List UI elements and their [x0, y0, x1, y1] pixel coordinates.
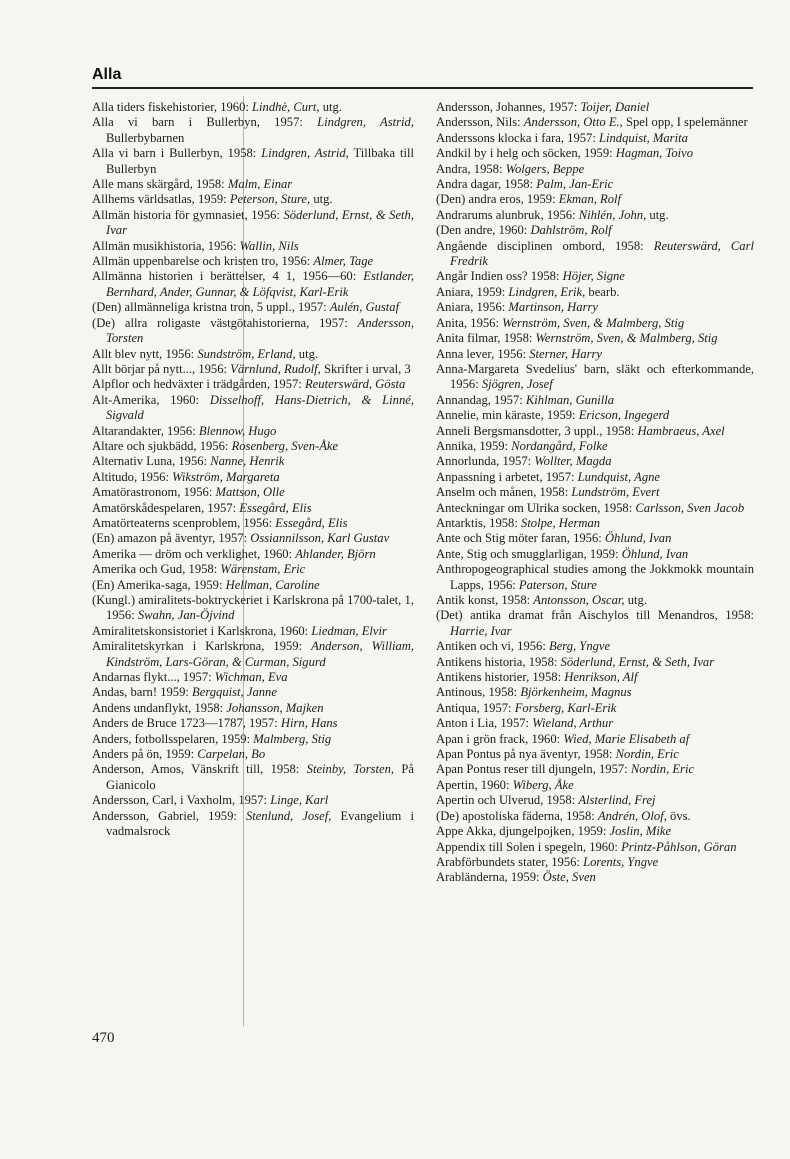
entry-title: (En) amazon på äventyr, 1957: — [92, 531, 248, 546]
entry-author: Blennow, Hugo — [198, 423, 277, 438]
entry-author: Lindhè, Curt, — [252, 100, 320, 114]
entry-author: Wernström, Sven, & Malmberg, Stig — [535, 331, 718, 346]
index-entry — [92, 593, 414, 624]
entry-author: Swahn, Jan-Öjvind — [137, 608, 235, 623]
entry-author: Joslin, Mike — [609, 824, 672, 839]
entry-title: Amatörteaterns scenproblem, 1956: — [92, 515, 273, 530]
entry-title: Anderson, Amos, Vänskrift till, 1958: — [92, 762, 300, 777]
entry-author: Henrikson, Alf — [564, 670, 638, 685]
entry-title: Antikens historier, 1958: — [436, 670, 562, 685]
index-entry — [92, 347, 414, 362]
index-entry — [92, 624, 414, 639]
index-entry — [436, 393, 754, 408]
entry-title: Amerika och Gud, 1958: — [92, 562, 218, 577]
index-entry — [436, 793, 754, 808]
index-entry — [436, 639, 754, 654]
entry-author: Hirn, Hans — [280, 716, 338, 731]
entry-author: Toijer, Daniel — [580, 100, 650, 114]
index-entry — [436, 809, 754, 824]
entry-title: Annorlunda, 1957: — [436, 454, 532, 469]
index-entry — [92, 670, 414, 685]
entry-author: Lindgren, Astrid, — [317, 115, 414, 130]
index-entry — [92, 269, 414, 300]
index-entry — [436, 562, 754, 593]
index-entry — [436, 439, 754, 454]
entry-author: Peterson, Sture, — [229, 192, 311, 207]
index-entry — [436, 408, 754, 423]
entry-author: Paterson, Sture — [518, 577, 597, 592]
entry-author: Nordin, Eric — [615, 747, 679, 762]
index-entry — [436, 177, 754, 192]
entry-title: Andkil by i helg och söcken, 1959: — [436, 146, 613, 161]
index-entry — [436, 223, 754, 238]
entry-author: Berg, Yngve — [549, 639, 611, 654]
entry-author: Antonsson, Oscar, — [533, 593, 625, 607]
entry-title: Amiralitetskonsistoriet i Karlskrona, 1960: — [92, 623, 309, 638]
entry-title: Arabländerna, 1959: — [436, 870, 540, 885]
entry-title: (En) Amerika-saga, 1959: — [92, 577, 223, 592]
entry-author: Martinson, Harry — [508, 300, 598, 315]
entry-author: Sterner, Harry — [529, 346, 602, 361]
entry-title: Alla vi barn i Bullerbyn, 1957: — [92, 115, 303, 130]
index-entry — [92, 100, 414, 115]
entry-title: Amerika — dröm och verklighet, 1960: — [92, 546, 293, 561]
entry-title: (Kungl.) amiralitets-boktryckeriet i Karlskrona på 1700-talet, 1, 1956: — [92, 593, 414, 623]
entry-author: Höjer, Signe — [562, 269, 625, 284]
entry-author: Nordangård, Folke — [511, 438, 608, 453]
entry-author: Carlsson, Sven Jacob — [635, 500, 745, 515]
entry-author: Ericson, Ingegerd — [578, 408, 670, 423]
index-entry — [92, 146, 414, 177]
entry-title: Angår Indien oss? 1958: — [436, 269, 560, 284]
entry-suffix: Bullerbybarnen — [106, 130, 185, 145]
entry-author: Johansson, Majken — [226, 700, 324, 715]
entry-author: Söderlund, Ernst, & Seth, Ivar — [560, 654, 715, 669]
entry-title: (Den andre, 1960: — [436, 223, 528, 238]
index-entry — [436, 424, 754, 439]
entry-author: Malmberg, Stig — [253, 731, 332, 746]
index-entry — [436, 732, 754, 747]
index-entry — [92, 685, 414, 700]
entry-author: Lundquist, Agne — [577, 469, 661, 484]
entry-author: Liedman, Elvir — [311, 623, 387, 638]
index-entry — [92, 809, 414, 840]
entry-author: Anderson, William, Kindström, Lars-Göran, & Curman, Sigurd — [106, 639, 414, 669]
entry-author: Lindgren, Erik, — [508, 284, 586, 299]
index-entry — [92, 578, 414, 593]
entry-title: Anna-Margareta Svedelius' barn, släkt och efterkommande, 1956: — [436, 361, 754, 392]
entry-author: Printz-Påhlson, Göran — [621, 839, 737, 854]
entry-author: Värnlund, Rudolf, — [230, 361, 321, 376]
index-entry — [436, 300, 754, 315]
index-entry — [92, 439, 414, 454]
index-entry — [92, 454, 414, 469]
index-entry — [92, 531, 414, 546]
index-entry — [92, 362, 414, 377]
entry-title: Allmän historia för gymnasiet, 1956: — [92, 207, 280, 222]
entry-author: Lindquist, Marita — [599, 130, 688, 145]
right-column — [436, 100, 754, 886]
entry-author: Almer, Tage — [313, 254, 374, 269]
index-entry — [436, 347, 754, 362]
index-entry — [436, 716, 754, 731]
entry-author: Hambraeus, Axel — [637, 423, 725, 438]
index-entry — [92, 470, 414, 485]
index-entry — [436, 285, 754, 300]
entry-title: Andens undanflykt, 1958: — [92, 700, 224, 715]
entry-title: Amatörskådespelaren, 1957: — [92, 500, 237, 515]
running-header: Alla — [92, 66, 122, 83]
index-entry — [436, 146, 754, 161]
index-entry — [436, 100, 754, 115]
entry-author: Ahlander, Björn — [295, 546, 376, 561]
header-rule — [92, 87, 753, 89]
entry-author: Wärenstam, Eric — [220, 562, 306, 577]
entry-author: Öste, Sven — [542, 870, 596, 885]
entry-title: Apertin, 1960: — [436, 777, 510, 792]
entry-author: Wikström, Margareta — [172, 469, 280, 484]
entry-suffix: övs. — [670, 808, 691, 823]
index-entry — [92, 501, 414, 516]
entry-title: Andra, 1958: — [436, 161, 503, 176]
entry-title: Alpflor och hedväxter i trädgården, 1957: — [92, 377, 302, 392]
index-entry — [436, 470, 754, 485]
index-entry — [436, 208, 754, 223]
index-entry — [92, 639, 414, 670]
index-entry — [92, 732, 414, 747]
entry-author: Aulén, Gustaf — [329, 300, 400, 315]
entry-author: Malm, Einar — [227, 177, 293, 192]
index-entry — [436, 269, 754, 284]
index-entry — [92, 793, 414, 808]
entry-author: Dahlström, Rolf — [530, 223, 612, 238]
index-entry — [92, 254, 414, 269]
entry-title: Allt blev nytt, 1956: — [92, 346, 195, 361]
entry-title: Anteckningar om Ulrika socken, 1958: — [436, 500, 633, 515]
index-entry — [436, 778, 754, 793]
entry-title: Allmän musikhistoria, 1956: — [92, 238, 237, 253]
entry-title: Anders, fotbollsspelaren, 1959: — [92, 731, 251, 746]
entry-title: Ante, Stig och smugglarligan, 1959: — [436, 546, 619, 561]
entry-author: Wied, Marie Elisabeth af — [563, 731, 690, 746]
entry-author: Wolgers, Beppe — [505, 161, 585, 176]
entry-author: Öhlund, Ivan — [621, 546, 689, 561]
index-entry — [436, 608, 754, 639]
entry-suffix: På Gianicolo — [106, 762, 415, 792]
index-entry — [436, 501, 754, 516]
index-entry — [436, 115, 754, 130]
entry-title: (Den) andra eros, 1959: — [436, 192, 556, 207]
entry-title: Annandag, 1957: — [436, 392, 523, 407]
page-number: 470 — [92, 1030, 115, 1046]
entry-title: Allmän uppenbarelse och kristen tro, 1956: — [92, 254, 311, 269]
entry-author: Lindgren, Astrid, — [261, 146, 349, 161]
entry-author: Andrén, Olof, — [597, 808, 667, 823]
entry-title: Anthropogeographical studies among the Jokkmokk mountain Lapps, 1956: — [436, 562, 754, 592]
entry-title: Annelie, min käraste, 1959: — [436, 408, 576, 423]
entry-title: Anderssons klocka i fara, 1957: — [436, 130, 596, 145]
entry-title: Andersson, Carl, i Vaxholm, 1957: — [92, 793, 268, 808]
index-entry — [436, 531, 754, 546]
entry-author: Ossiannilsson, Karl Gustav — [250, 531, 390, 546]
entry-title: Andersson, Nils: — [436, 115, 521, 130]
entry-author: Bergquist, Janne — [192, 685, 277, 700]
entry-author: Hagman, Toivo — [615, 146, 694, 161]
entry-title: Antarktis, 1958: — [436, 515, 518, 530]
entry-title: Altarandakter, 1956: — [92, 423, 196, 438]
entry-title: Anita filmar, 1958: — [436, 331, 533, 346]
entry-title: Apan Pontus på nya äventyr, 1958: — [436, 747, 613, 762]
index-entry — [92, 424, 414, 439]
entry-title: Antinous, 1958: — [436, 685, 518, 700]
index-entry — [436, 824, 754, 839]
entry-author: Nordin, Eric — [630, 762, 695, 777]
entry-title: Apan i grön frack, 1960: — [436, 731, 561, 746]
entry-author: Linge, Karl — [270, 793, 329, 808]
index-entry — [92, 239, 414, 254]
entry-title: Ante och Stig möter faran, 1956: — [436, 531, 602, 546]
entry-title: Appendix till Solen i spegeln, 1960: — [436, 839, 618, 854]
index-entry — [436, 485, 754, 500]
entry-author: Alsterlind, Frej — [578, 793, 656, 808]
entry-author: Essegård, Elis — [239, 500, 312, 515]
entry-title: Anna lever, 1956: — [436, 346, 527, 361]
entry-title: Antiken och vi, 1956: — [436, 639, 546, 654]
entry-author: Wollter, Magda — [534, 454, 612, 469]
entry-title: Antiqua, 1957: — [436, 700, 512, 715]
entry-title: Altare och sjukbädd, 1956: — [92, 438, 229, 453]
entry-author: Rosenberg, Sven-Åke — [231, 438, 339, 453]
entry-author: Reuterswärd, Gösta — [304, 377, 406, 392]
entry-author: Lorents, Yngve — [583, 854, 659, 869]
entry-title: Angående disciplinen ombord, 1958: — [436, 238, 644, 253]
entry-author: Wiberg, Åke — [512, 777, 574, 792]
entry-title: Anders de Bruce 1723—1787, 1957: — [92, 716, 278, 731]
index-entry — [92, 177, 414, 192]
index-entry — [92, 485, 414, 500]
index-entry — [436, 547, 754, 562]
entry-author: Estlander, Bernhard, Ander, Gunnar, & Löfqvist, Karl-Erik — [106, 269, 414, 299]
entry-title: Andas, barn! 1959: — [92, 685, 189, 700]
entry-author: Hellman, Caroline — [225, 577, 320, 592]
entry-author: Mattson, Olle — [215, 485, 285, 500]
entry-title: Antikens historia, 1958: — [436, 654, 558, 669]
entry-suffix: Tillbaka till Bullerbyn — [106, 146, 414, 176]
entry-author: Disselhoff, Hans-Dietrich, & Linné, Sigvald — [106, 392, 414, 423]
entry-author: Wallin, Nils — [239, 238, 299, 253]
entry-title: Andersson, Gabriel, 1959: — [92, 808, 237, 823]
entry-title: Antik konst, 1958: — [436, 593, 531, 607]
entry-title: Anton i Lia, 1957: — [436, 716, 530, 731]
entry-author: Lundström, Evert — [571, 485, 660, 500]
entry-author: Steinby, Torsten, — [306, 762, 395, 777]
index-entry — [92, 547, 414, 562]
index-entry — [92, 316, 414, 347]
index-entry — [92, 716, 414, 731]
entry-title: Alt-Amerika, 1960: — [92, 392, 199, 407]
entry-title: (De) apostoliska fäderna, 1958: — [436, 808, 595, 823]
index-entry — [92, 701, 414, 716]
entry-author: Kihlman, Gunilla — [525, 392, 615, 407]
entry-author: Björkenheim, Magnus — [520, 685, 632, 700]
entry-author: Stolpe, Herman — [521, 515, 601, 530]
index-entry — [92, 762, 414, 793]
entry-title: Andrarums alunbruk, 1956: — [436, 207, 576, 222]
entry-title: Anpassning i arbetet, 1957: — [436, 469, 575, 484]
entry-title: Apertin och Ulverud, 1958: — [436, 793, 576, 808]
entry-author: Nihlén, John, — [578, 207, 647, 222]
entry-author: Sjögren, Josef — [481, 377, 553, 392]
index-entry — [436, 331, 754, 346]
entry-title: Alternativ Luna, 1956: — [92, 454, 208, 469]
entry-author: Harrie, Ivar — [450, 623, 512, 638]
entry-title: Allmänna historien i berättelser, 4 1, 1956—60: — [92, 269, 357, 284]
index-entry — [436, 162, 754, 177]
index-entry — [436, 516, 754, 531]
entry-title: Appe Akka, djungelpojken, 1959: — [436, 824, 607, 839]
entry-author: Öhlund, Ivan — [604, 531, 672, 546]
index-entry — [436, 316, 754, 331]
entry-author: Essegård, Elis — [275, 515, 348, 530]
entry-title: Anneli Bergsmansdotter, 3 uppl., 1958: — [436, 423, 635, 438]
entry-author: Ekman, Rolf — [558, 192, 622, 207]
entry-suffix: utg. — [627, 593, 647, 607]
entry-title: Apan Pontus reser till djungeln, 1957: — [436, 762, 628, 777]
entry-author: Wichman, Eva — [214, 670, 288, 685]
entry-title: (Det) antika dramat från Aischylos till Menandros, 1958: — [436, 608, 754, 623]
entry-title: Alle mans skärgård, 1958: — [92, 177, 225, 192]
index-entry — [92, 562, 414, 577]
entry-author: Stenlund, Josef, — [245, 808, 332, 823]
entry-title: Anders på ön, 1959: — [92, 747, 195, 762]
entry-title: Andra dagar, 1958: — [436, 177, 534, 192]
index-entry — [436, 593, 754, 608]
entry-author: Carpelan, Bo — [197, 747, 266, 762]
index-entry — [436, 655, 754, 670]
entry-title: Allt börjar på nytt..., 1956: — [92, 361, 228, 376]
entry-author: Nanne, Henrik — [210, 454, 285, 469]
entry-suffix: bearb. — [588, 284, 620, 299]
entry-suffix: utg. — [313, 192, 333, 207]
entry-title: (Den) allmänneliga kristna tron, 5 uppl., 1957: — [92, 300, 327, 315]
index-entry — [92, 377, 414, 392]
index-entry — [436, 192, 754, 207]
index-entry — [92, 115, 414, 146]
index-entry — [92, 192, 414, 207]
index-entry — [436, 454, 754, 469]
entry-title: Andersson, Johannes, 1957: — [436, 100, 578, 114]
entry-author: Söderlund, Ernst, & Seth, Ivar — [106, 207, 414, 238]
entry-title: Anita, 1956: — [436, 315, 499, 330]
entry-title: Amiralitetskyrkan i Karlskrona, 1959: — [92, 639, 303, 654]
entry-suffix: utg. — [322, 100, 342, 114]
entry-author: Andersson, Torsten — [106, 315, 414, 346]
index-entry — [436, 685, 754, 700]
index-entry — [92, 747, 414, 762]
entry-author: Sundström, Erland, — [197, 346, 296, 361]
entry-title: Aniara, 1959: — [436, 284, 506, 299]
entry-author: Andersson, Otto E., — [523, 115, 623, 130]
entry-title: Alla vi barn i Bullerbyn, 1958: — [92, 146, 257, 161]
entry-author: Wieland, Arthur — [532, 716, 614, 731]
index-entry — [436, 670, 754, 685]
index-entry — [436, 840, 754, 855]
index-entry — [436, 239, 754, 270]
entry-title: Allhems världsatlas, 1959: — [92, 192, 227, 207]
entry-title: Anselm och månen, 1958: — [436, 485, 569, 500]
entry-suffix: utg. — [649, 207, 669, 222]
index-entry — [436, 870, 754, 885]
index-entry — [436, 855, 754, 870]
index-entry — [92, 208, 414, 239]
index-entry — [92, 516, 414, 531]
entry-suffix: Evangelium i vadmalsrock — [106, 808, 414, 839]
entry-suffix: utg. — [298, 346, 319, 361]
entry-title: Arabförbundets stater, 1956: — [436, 854, 580, 869]
index-entry — [436, 762, 754, 777]
entry-title: Andarnas flykt..., 1957: — [92, 670, 212, 685]
index-entry — [436, 747, 754, 762]
index-entry — [436, 701, 754, 716]
entry-author: Reuterswärd, Carl Fredrik — [450, 238, 754, 269]
entry-title: Alla tiders fiskehistorier, 1960: — [92, 100, 249, 114]
index-entry — [92, 393, 414, 424]
entry-title: Annika, 1959: — [436, 438, 509, 453]
index-entry — [92, 300, 414, 315]
index-entry — [436, 131, 754, 146]
entry-title: Altitudo, 1956: — [92, 469, 169, 484]
entry-title: Amatörastronom, 1956: — [92, 485, 213, 500]
left-column — [92, 100, 414, 840]
entry-author: Forsberg, Karl-Erik — [514, 700, 617, 715]
entry-title: (De) allra roligaste västgötahistorierna, 1957: — [92, 315, 348, 330]
entry-author: Palm, Jan-Eric — [536, 177, 614, 192]
entry-suffix: Spel opp, I spelemänner — [625, 115, 748, 130]
entry-suffix: Skrifter i urval, 3 — [323, 361, 411, 376]
index-entry — [436, 362, 754, 393]
entry-title: Aniara, 1956: — [436, 300, 506, 315]
entry-author: Wernström, Sven, & Malmberg, Stig — [502, 315, 685, 330]
